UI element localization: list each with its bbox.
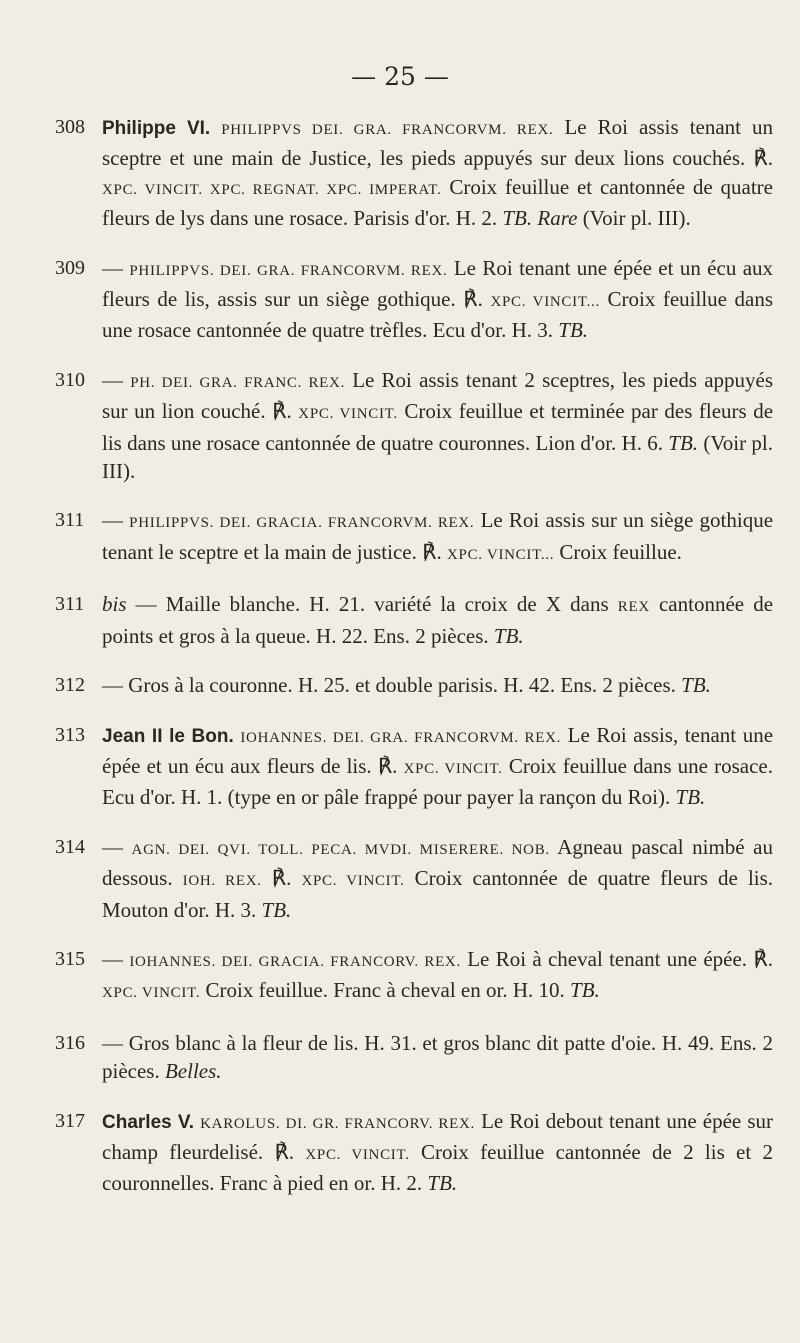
reverse-symbol: ℟. xyxy=(753,146,773,171)
reverse-legend: XPC. VINCIT. xyxy=(298,406,398,423)
inline-legend: REX xyxy=(617,599,650,616)
catalogue-entry xyxy=(55,833,773,924)
reverse-symbol: ℟. xyxy=(272,399,292,424)
grade: TB. xyxy=(558,318,589,343)
reverse-legend: XPC. VINCIT. xyxy=(403,760,503,777)
catalogue-entry xyxy=(55,1107,773,1198)
obverse-description: Le Roi assis sur un siège gothique tenant le sceptre et la main de justice. xyxy=(102,508,774,564)
obverse-legend: PHILIPPVS DEI. GRA. FRANCORVM. REX. xyxy=(221,122,554,138)
grade: TB. xyxy=(668,430,699,455)
obverse-legend: KAROLUS. DI. GR. FRANCORV. REX. xyxy=(200,1115,475,1132)
dash: — xyxy=(102,673,123,698)
entry-text: Gros blanc à la fleur de lis. H. 31. et gros blanc dit patte d'oie. H. 49. Ens. 2 pièces. xyxy=(102,1030,774,1084)
catalogue-entry xyxy=(55,671,773,699)
ruler-name: Jean II le Bon. xyxy=(102,725,234,747)
obverse-description: Le Roi à cheval tenant une épée. xyxy=(467,946,748,971)
grade: TB. xyxy=(261,897,292,922)
ruler-name: Philippe VI. xyxy=(102,118,211,139)
obverse-description: Le Roi tenant une épée et un écu aux fleurs de lis, assis sur un siège gothique. xyxy=(102,255,774,312)
bis-marker: bis xyxy=(102,592,127,617)
catalogue-entry xyxy=(55,945,773,1008)
obverse-legend: PH. DEI. GRA. FRANC. REX. xyxy=(130,374,346,391)
grade: TB. xyxy=(681,673,711,698)
catalogue-entry xyxy=(55,366,773,486)
reverse-symbol: ℟. xyxy=(463,287,483,312)
reverse-description: Croix feuillue et terminée par des fleurs de lis dans une rosace cantonnée de quatre couronnes. Lion d'or. H. 6. xyxy=(102,399,774,455)
grade: TB. xyxy=(427,1171,458,1196)
plate-note: (Voir pl. III). xyxy=(582,206,691,231)
entry-number: 317 xyxy=(55,1109,85,1132)
obverse-legend: PHILIPPVS. DEI. GRACIA. FRANCORVM. REX. xyxy=(129,515,475,532)
grade: TB. xyxy=(502,206,533,231)
entry-number: 316 xyxy=(55,1031,85,1054)
reverse-symbol: ℟. xyxy=(753,946,773,971)
grade: TB. xyxy=(493,623,524,648)
reverse-description: Croix feuillue dans une rosace cantonnée de quatre trèfles. Ecu d'or. H. 3. xyxy=(102,287,774,343)
entry-number: 309 xyxy=(55,256,85,279)
dash: — xyxy=(135,592,157,617)
catalogue-entry xyxy=(55,721,773,812)
reverse-legend: XPC. VINCIT. xyxy=(301,873,405,890)
reverse-symbol: ℟. xyxy=(274,1139,295,1164)
reverse-description: Croix feuillue cantonnée de 2 lis et 2 couronnelles. Franc à pied en or. H. 2. xyxy=(102,1139,773,1196)
obverse-description: Le Roi assis, tenant une épée et un écu aux fleurs de lis. xyxy=(102,722,774,778)
reverse-description: Croix feuillue dans une rosace. Ecu d'or. H. 1. (type en or pâle frappé pour payer la rançon du Roi). xyxy=(102,753,774,810)
obverse-legend: IOHANNES. DEI. GRACIA. FRANCORV. REX. xyxy=(129,953,461,970)
entry-text: Maille blanche. H. 21. variété la croix de X dans xyxy=(165,592,609,617)
reverse-description: Croix feuillue. Franc à cheval en or. H. 10. xyxy=(205,978,565,1003)
entry-number: 311 xyxy=(55,593,85,616)
catalogue-entry xyxy=(55,113,773,233)
reverse-legend: XPC. VINCIT. XPC. REGNAT. XPC. IMPERAT. xyxy=(102,181,442,198)
entry-text-continued: cantonnée de points et gros à la queue. H. 22. Ens. 2 pièces. xyxy=(102,592,774,648)
dash: — xyxy=(102,946,123,971)
dash: — xyxy=(102,834,123,859)
reverse-legend: XPC. VINCIT. xyxy=(102,985,201,1002)
entry-number: 308 xyxy=(55,116,85,138)
entry-number: 311 xyxy=(55,509,85,532)
obverse-legend: PHILIPPVS. DEI. GRA. FRANCORVM. REX. xyxy=(129,262,448,279)
obverse-description: Le Roi debout tenant une épée sur champ fleurdelisé. xyxy=(102,1108,774,1164)
reverse-symbol: ℟. xyxy=(422,539,442,564)
rarity: Rare xyxy=(537,206,578,231)
entry-text: Gros à la couronne. H. 25. et double parisis. H. 42. Ens. 2 pièces. xyxy=(128,673,676,698)
reverse-description: Croix feuillue et cantonnée de quatre fleurs de lys dans une rosace. Parisis d'or. H. 2. xyxy=(102,174,773,231)
catalogue-entry xyxy=(55,1029,773,1086)
reverse-symbol: ℟. xyxy=(271,866,292,891)
obverse-legend: IOHANNES. DEI. GRA. FRANCORVM. REX. xyxy=(240,729,562,746)
grade: TB. xyxy=(570,978,600,1003)
catalogue-entry xyxy=(55,254,773,345)
dash: — xyxy=(102,508,123,533)
dash: — xyxy=(102,1030,123,1055)
reverse-symbol: ℟. xyxy=(377,753,398,778)
catalogue-entries xyxy=(55,92,773,1206)
entry-number: 314 xyxy=(55,835,85,858)
catalogue-entry xyxy=(55,506,773,569)
entry-number: 312 xyxy=(55,674,85,697)
catalogue-entry xyxy=(55,590,773,650)
obverse-description: Le Roi assis tenant 2 sceptres, les pieds appuyés sur un lion couché. xyxy=(102,367,774,424)
dash: — xyxy=(102,255,123,280)
obverse-legend-secondary: IOH. REX. xyxy=(182,873,262,890)
obverse-description: Agneau pascal nimbé au dessous. xyxy=(102,834,773,891)
entry-number: 310 xyxy=(55,368,85,391)
plate-note: (Voir pl. III). xyxy=(102,430,773,484)
page-number: — 25 — xyxy=(351,62,449,91)
reverse-description: Croix feuillue. xyxy=(559,539,682,564)
dash: — xyxy=(102,367,123,392)
ruler-name: Charles V. xyxy=(102,1111,195,1133)
grade: Belles. xyxy=(164,1059,222,1084)
reverse-legend: XPC. VINCIT... xyxy=(447,546,555,563)
entry-number: 315 xyxy=(55,947,85,970)
grade: TB. xyxy=(675,785,706,810)
entry-number: 313 xyxy=(55,723,85,746)
reverse-legend: XPC. VINCIT... xyxy=(490,294,600,311)
obverse-description: Le Roi assis tenant un sceptre et une main de Justice, les pieds appuyés sur deux lions couchés. xyxy=(102,115,774,171)
reverse-legend: XPC. VINCIT. xyxy=(305,1146,410,1163)
obverse-legend: AGN. DEI. QVI. TOLL. PECA. MVDI. MISERERE. NOB. xyxy=(131,841,550,858)
reverse-description: Croix cantonnée de quatre fleurs de lis. Mouton d'or. H. 3. xyxy=(102,866,774,922)
